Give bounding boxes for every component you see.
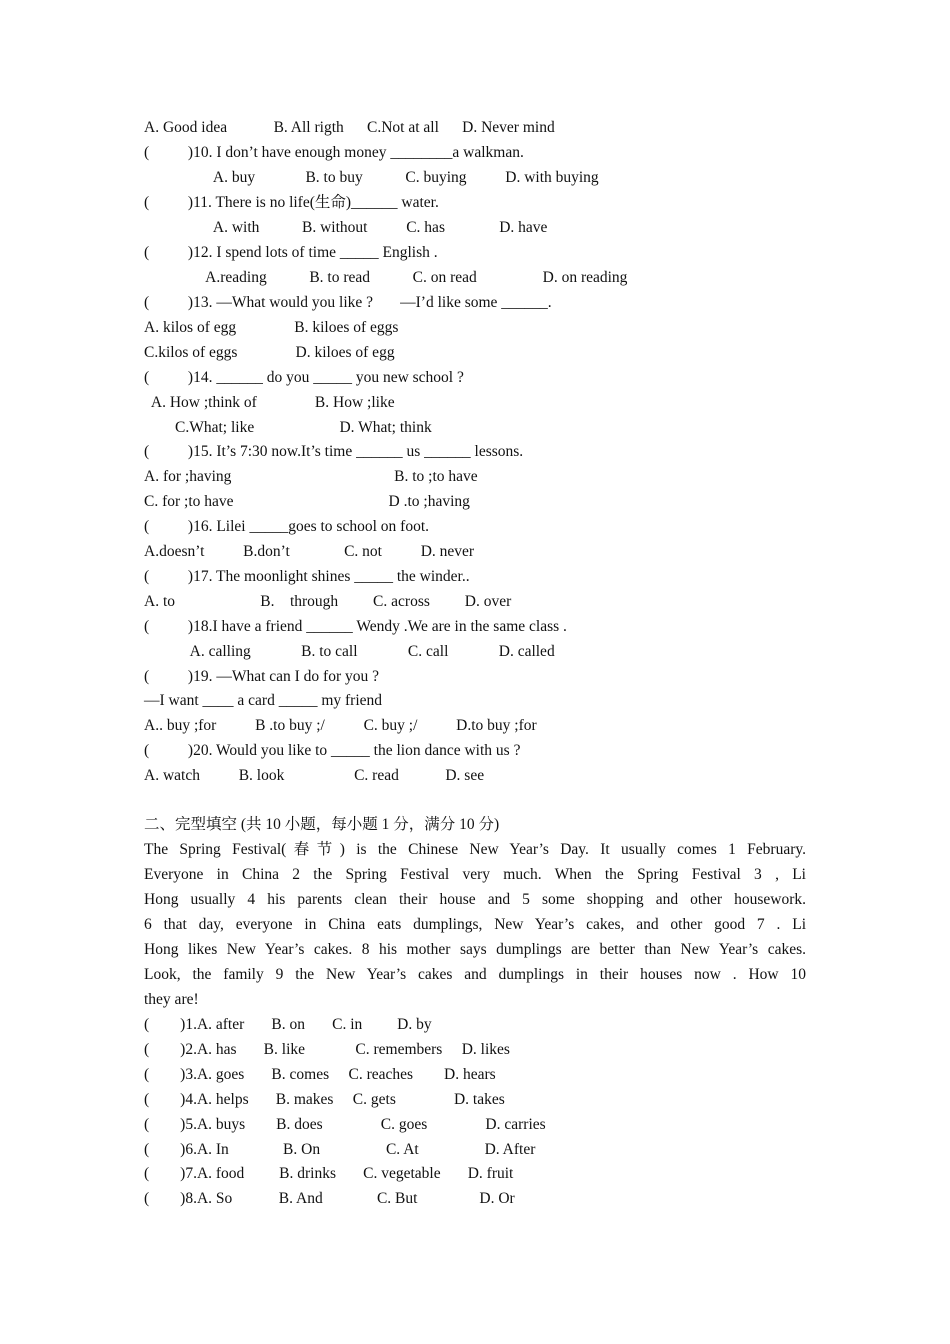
cloze-question-5: ( )5.A. buys B. does C. goes D. carries: [144, 1116, 546, 1133]
question-12: ( )12. I spend lots of time _____ English .: [144, 244, 438, 261]
question-15: ( )15. It’s 7:30 now.It’s time ______ us ______ lessons.: [144, 443, 524, 460]
cloze-question-7: ( )7.A. food B. drinks C. vegetable D. fruit: [144, 1165, 514, 1182]
cloze-question-2: ( )2.A. has B. like C. remembers D. likes: [144, 1041, 510, 1058]
question-16: ( )16. Lilei _____goes to school on foot.: [144, 518, 429, 535]
answer-options: A.. buy ;for B .to buy ;/ C. buy ;/ D.to buy ;for: [144, 717, 537, 734]
cloze-question-4: ( )4.A. helps B. makes C. gets D. takes: [144, 1091, 505, 1108]
answer-options: A. to B. through C. across D. over: [144, 593, 512, 610]
question-19: ( )19. —What can I do for you ?: [144, 668, 380, 685]
passage-line: Everyone in China 2 the Spring Festival very much. When the Spring Festival 3 , Li: [144, 866, 806, 883]
answer-options: A. watch B. look C. read D. see: [144, 767, 485, 784]
passage-line: Look, the family 9 the New Year’s cakes and dumplings in their houses now . How 10: [144, 966, 806, 983]
answer-options: A. for ;having B. to ;to have: [144, 468, 478, 485]
cloze-question-3: ( )3.A. goes B. comes C. reaches D. hears: [144, 1066, 496, 1083]
answer-options: A. kilos of egg B. kiloes of eggs: [144, 319, 399, 336]
question-13: ( )13. —What would you like ? —I’d like some ______.: [144, 294, 552, 311]
passage-line: 6 that day, everyone in China eats dumplings, New Year’s cakes, and other good 7 . Li: [144, 916, 806, 933]
cloze-question-6: ( )6.A. In B. On C. At D. After: [144, 1141, 536, 1158]
question-20: ( )20. Would you like to _____ the lion dance with us ?: [144, 742, 521, 759]
cloze-question-8: ( )8.A. So B. And C. But D. Or: [144, 1190, 515, 1207]
passage-line: they are!: [144, 991, 199, 1008]
cloze-question-1: ( )1.A. after B. on C. in D. by: [144, 1016, 432, 1033]
passage-line: Hong usually 4 his parents clean their house and 5 some shopping and other housework.: [144, 891, 806, 908]
question-19-dialogue: —I want ____ a card _____ my friend: [144, 692, 383, 709]
answer-options: C.What; like D. What; think: [144, 419, 432, 436]
question-10: ( )10. I don’t have enough money ________a walkman.: [144, 144, 524, 161]
answer-options: A. How ;think of B. How ;like: [144, 394, 395, 411]
answer-options: A. calling B. to call C. call D. called: [144, 643, 555, 660]
answer-options: C.kilos of eggs D. kiloes of egg: [144, 344, 395, 361]
passage-line: The Spring Festival(春节) is the Chinese New Year’s Day. It usually comes 1 February.: [144, 841, 806, 858]
answer-options: A. buy B. to buy C. buying D. with buying: [144, 169, 599, 186]
question-17: ( )17. The moonlight shines _____ the winder..: [144, 568, 470, 585]
answer-options: C. for ;to have D .to ;having: [144, 493, 470, 510]
section-heading: 二、完型填空 (共 10 小题，每小题 1 分，满分 10 分): [144, 816, 500, 833]
question-14: ( )14. ______ do you _____ you new school ?: [144, 369, 464, 386]
answer-options: A.doesn’t B.don’t C. not D. never: [144, 543, 475, 560]
passage-line: Hong likes New Year’s cakes. 8 his mother says dumplings are better than New Year’s cakes.: [144, 941, 806, 958]
question-18: ( )18.I have a friend ______ Wendy .We are in the same class .: [144, 618, 567, 635]
answer-options: A. Good idea B. All rigth C.Not at all D. Never mind: [144, 119, 555, 136]
question-11: ( )11. There is no life(生命)______ water.: [144, 194, 439, 211]
answer-options: A. with B. without C. has D. have: [144, 219, 548, 236]
answer-options: A.reading B. to read C. on read D. on reading: [144, 269, 628, 286]
